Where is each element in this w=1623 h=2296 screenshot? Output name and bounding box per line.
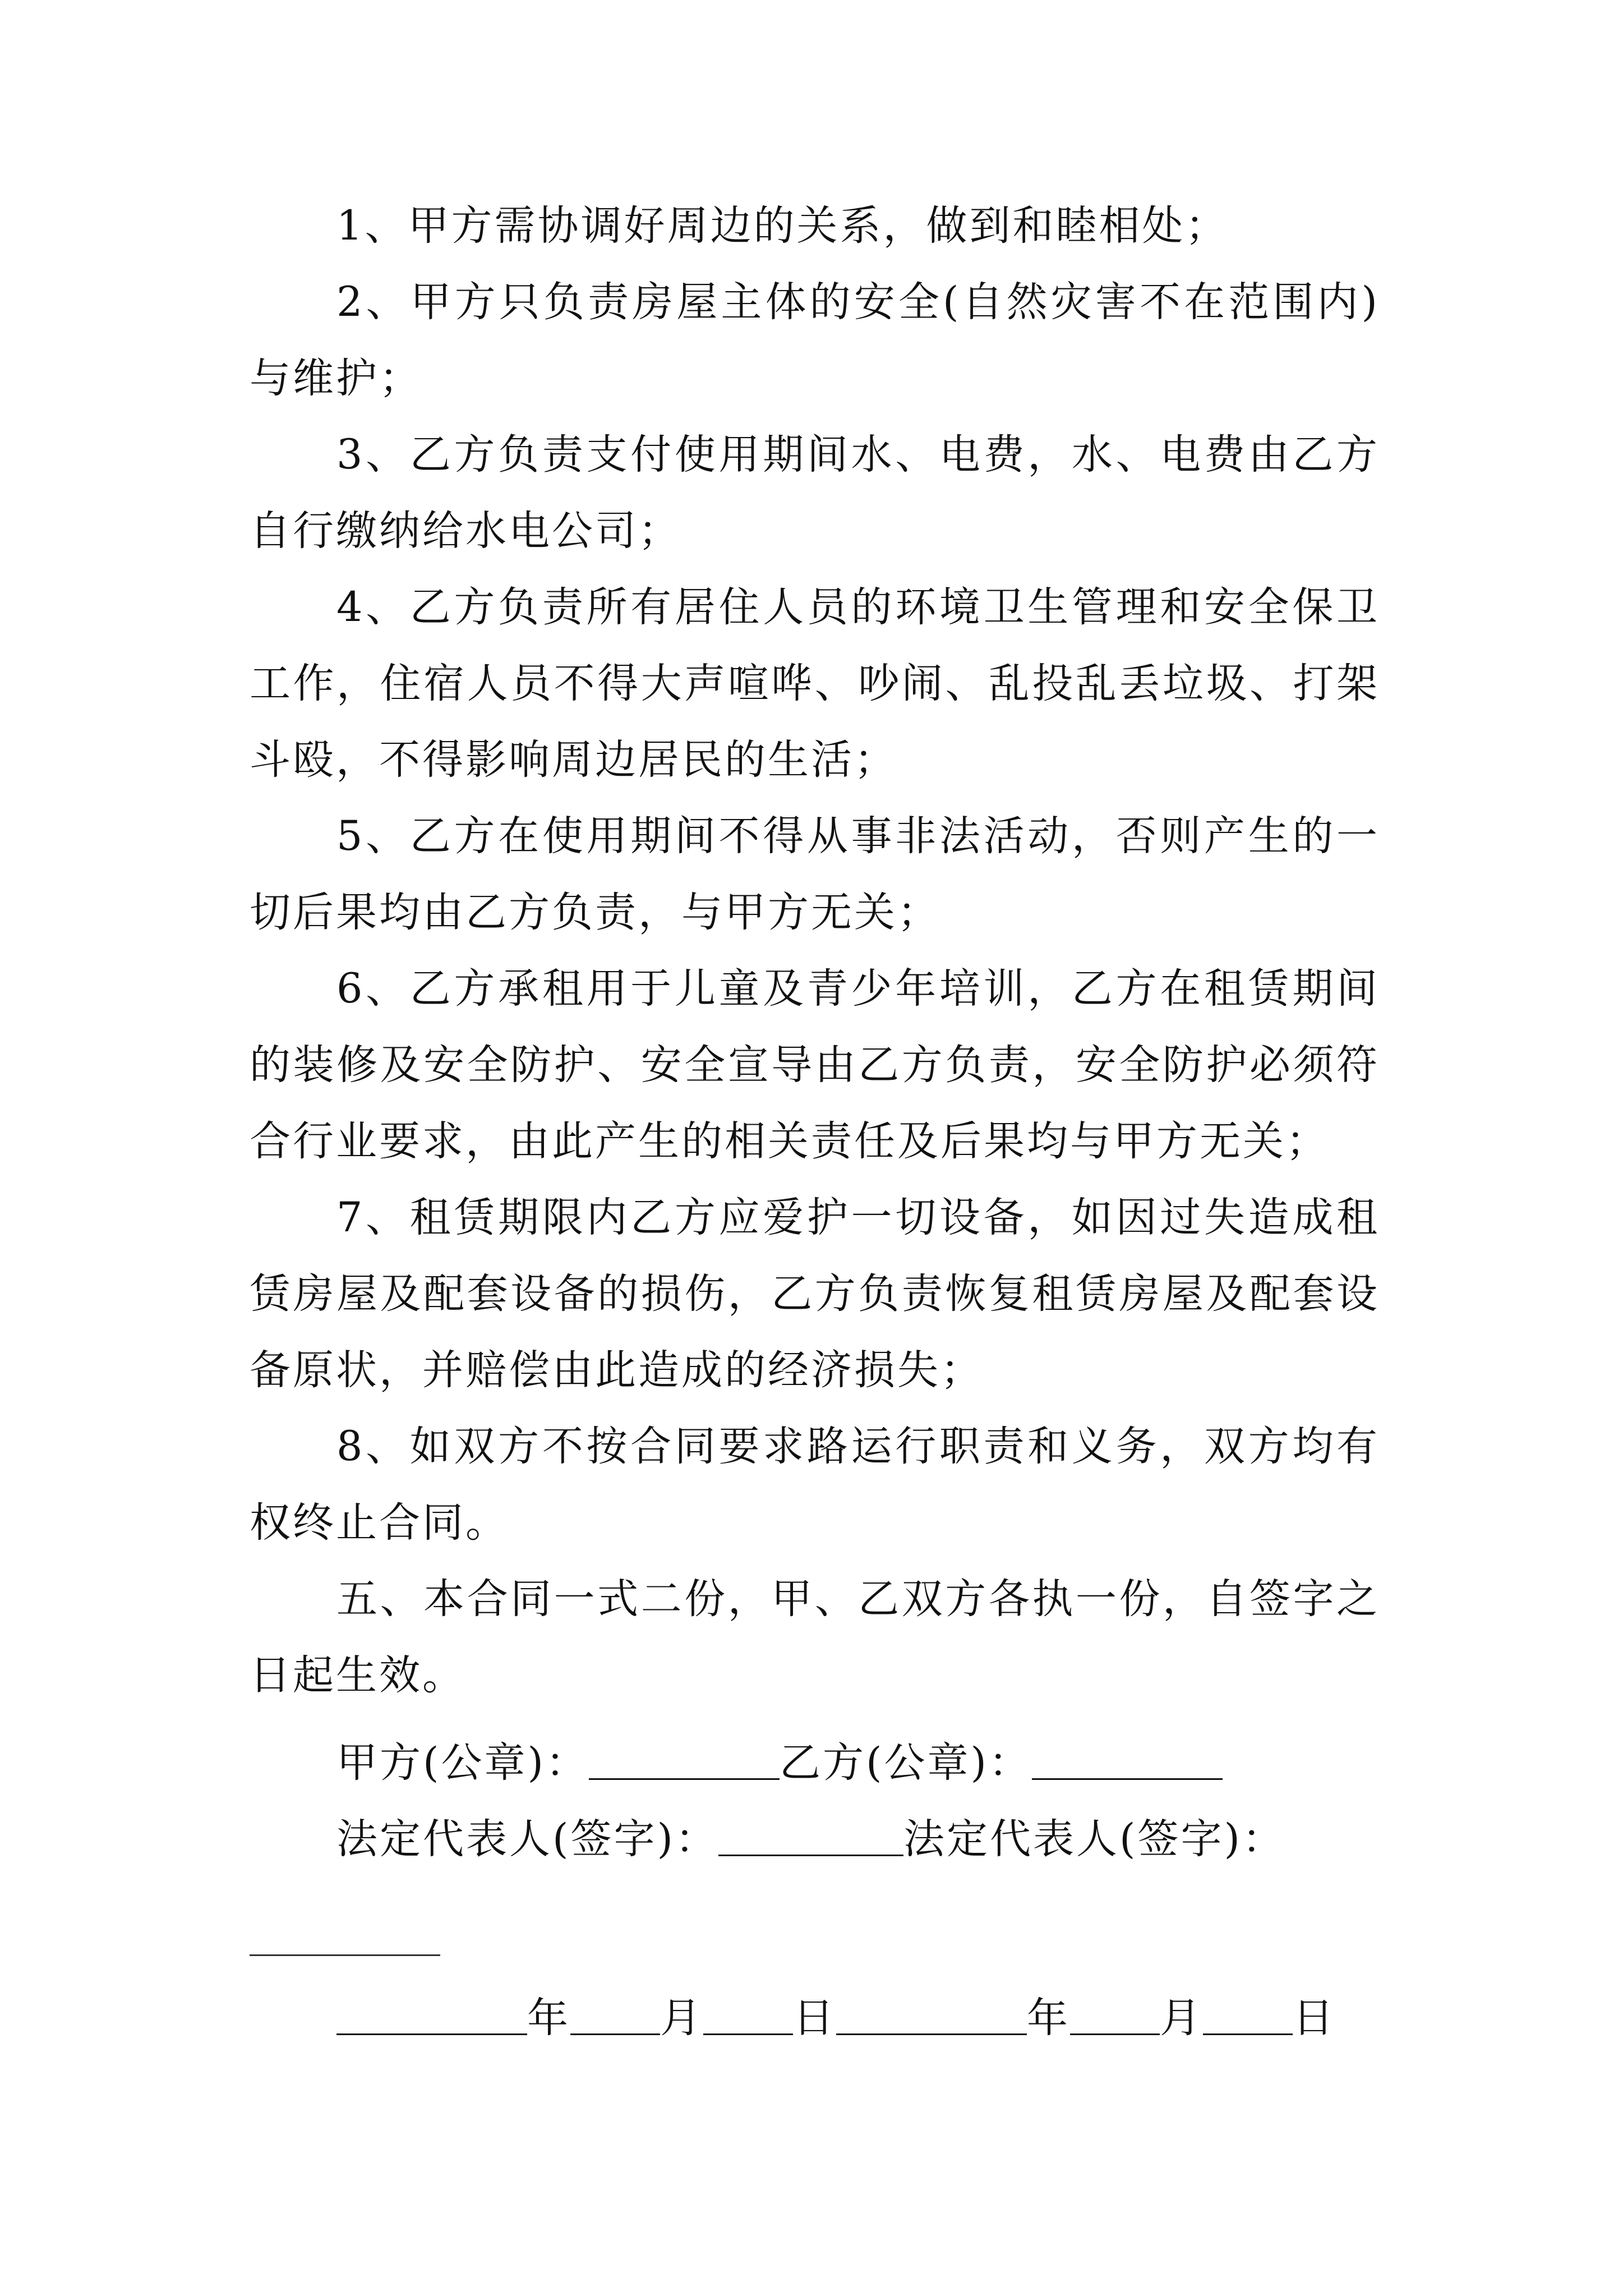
date-line — [336, 1980, 1336, 2056]
day-b-blank — [1203, 2033, 1293, 2035]
month-a-label: 月 — [660, 1994, 703, 2042]
contract-body — [250, 188, 1380, 1714]
clause-7: 7、租赁期限内乙方应爱护一切设备，如因过失造成租赁房屋及配套设备的损伤，乙方负责恢复租赁房屋及配套设备原状，并赔偿由此造成的经济损失； — [250, 1194, 1380, 1394]
clause-effective: 五、本合同一式二份，甲、乙双方各执一份，自签字之日起生效。 — [250, 1575, 1380, 1699]
clause-4: 4、乙方负责所有居住人员的环境卫生管理和安全保卫工作，住宿人员不得大声喧哗、吵闹、乱投乱丢垃圾、打架斗殴，不得影响周边居民的生活； — [250, 583, 1380, 784]
day-a-label: 日 — [793, 1994, 836, 2042]
day-b-label: 日 — [1293, 1994, 1336, 2042]
year-a-label: 年 — [527, 1994, 570, 2042]
year-b-blank — [836, 2033, 1027, 2035]
day-a-blank — [703, 2033, 793, 2035]
clause-6: 6、乙方承租用于儿童及青少年培训，乙方在租赁期间的装修及安全防护、安全宣导由乙方负责，安全防护必须符合行业要求，由此产生的相关责任及后果均与甲方无关； — [250, 965, 1380, 1165]
month-b-blank — [1070, 2033, 1160, 2035]
signature-block — [250, 1725, 1427, 1878]
party-b-seal-label: 乙方(公章)： — [779, 1739, 1032, 1787]
legal-rep-a-label: 法定代表人(签字)： — [336, 1815, 718, 1863]
party-a-seal-blank — [589, 1778, 780, 1780]
clause-8: 8、如双方不按合同要求路运行职责和义务，双方均有权终止合同。 — [250, 1423, 1380, 1547]
legal-rep-a-blank — [718, 1854, 903, 1856]
month-b-label: 月 — [1160, 1994, 1203, 2042]
clause-2: 2、甲方只负责房屋主体的安全(自然灾害不在范围内)与维护； — [250, 278, 1380, 402]
clause-5: 5、乙方在使用期间不得从事非法活动，否则产生的一切后果均由乙方负责，与甲方无关； — [250, 812, 1380, 936]
clause-1: 1、甲方需协调好周边的关系，做到和睦相处； — [336, 202, 1229, 250]
seal-line — [250, 1725, 1427, 1801]
year-a-blank — [336, 2033, 527, 2035]
year-b-label: 年 — [1027, 1994, 1070, 2042]
party-a-seal-label: 甲方(公章)： — [336, 1739, 589, 1787]
clause-3: 3、乙方负责支付使用期间水、电费，水、电费由乙方自行缴纳给水电公司； — [250, 431, 1380, 555]
month-a-blank — [570, 2033, 660, 2035]
party-b-seal-blank — [1032, 1778, 1223, 1780]
legal-rep-b-blank — [250, 1954, 440, 1956]
legal-rep-b-label: 法定代表人(签字)： — [903, 1815, 1285, 1863]
legal-rep-line — [250, 1801, 1427, 1878]
